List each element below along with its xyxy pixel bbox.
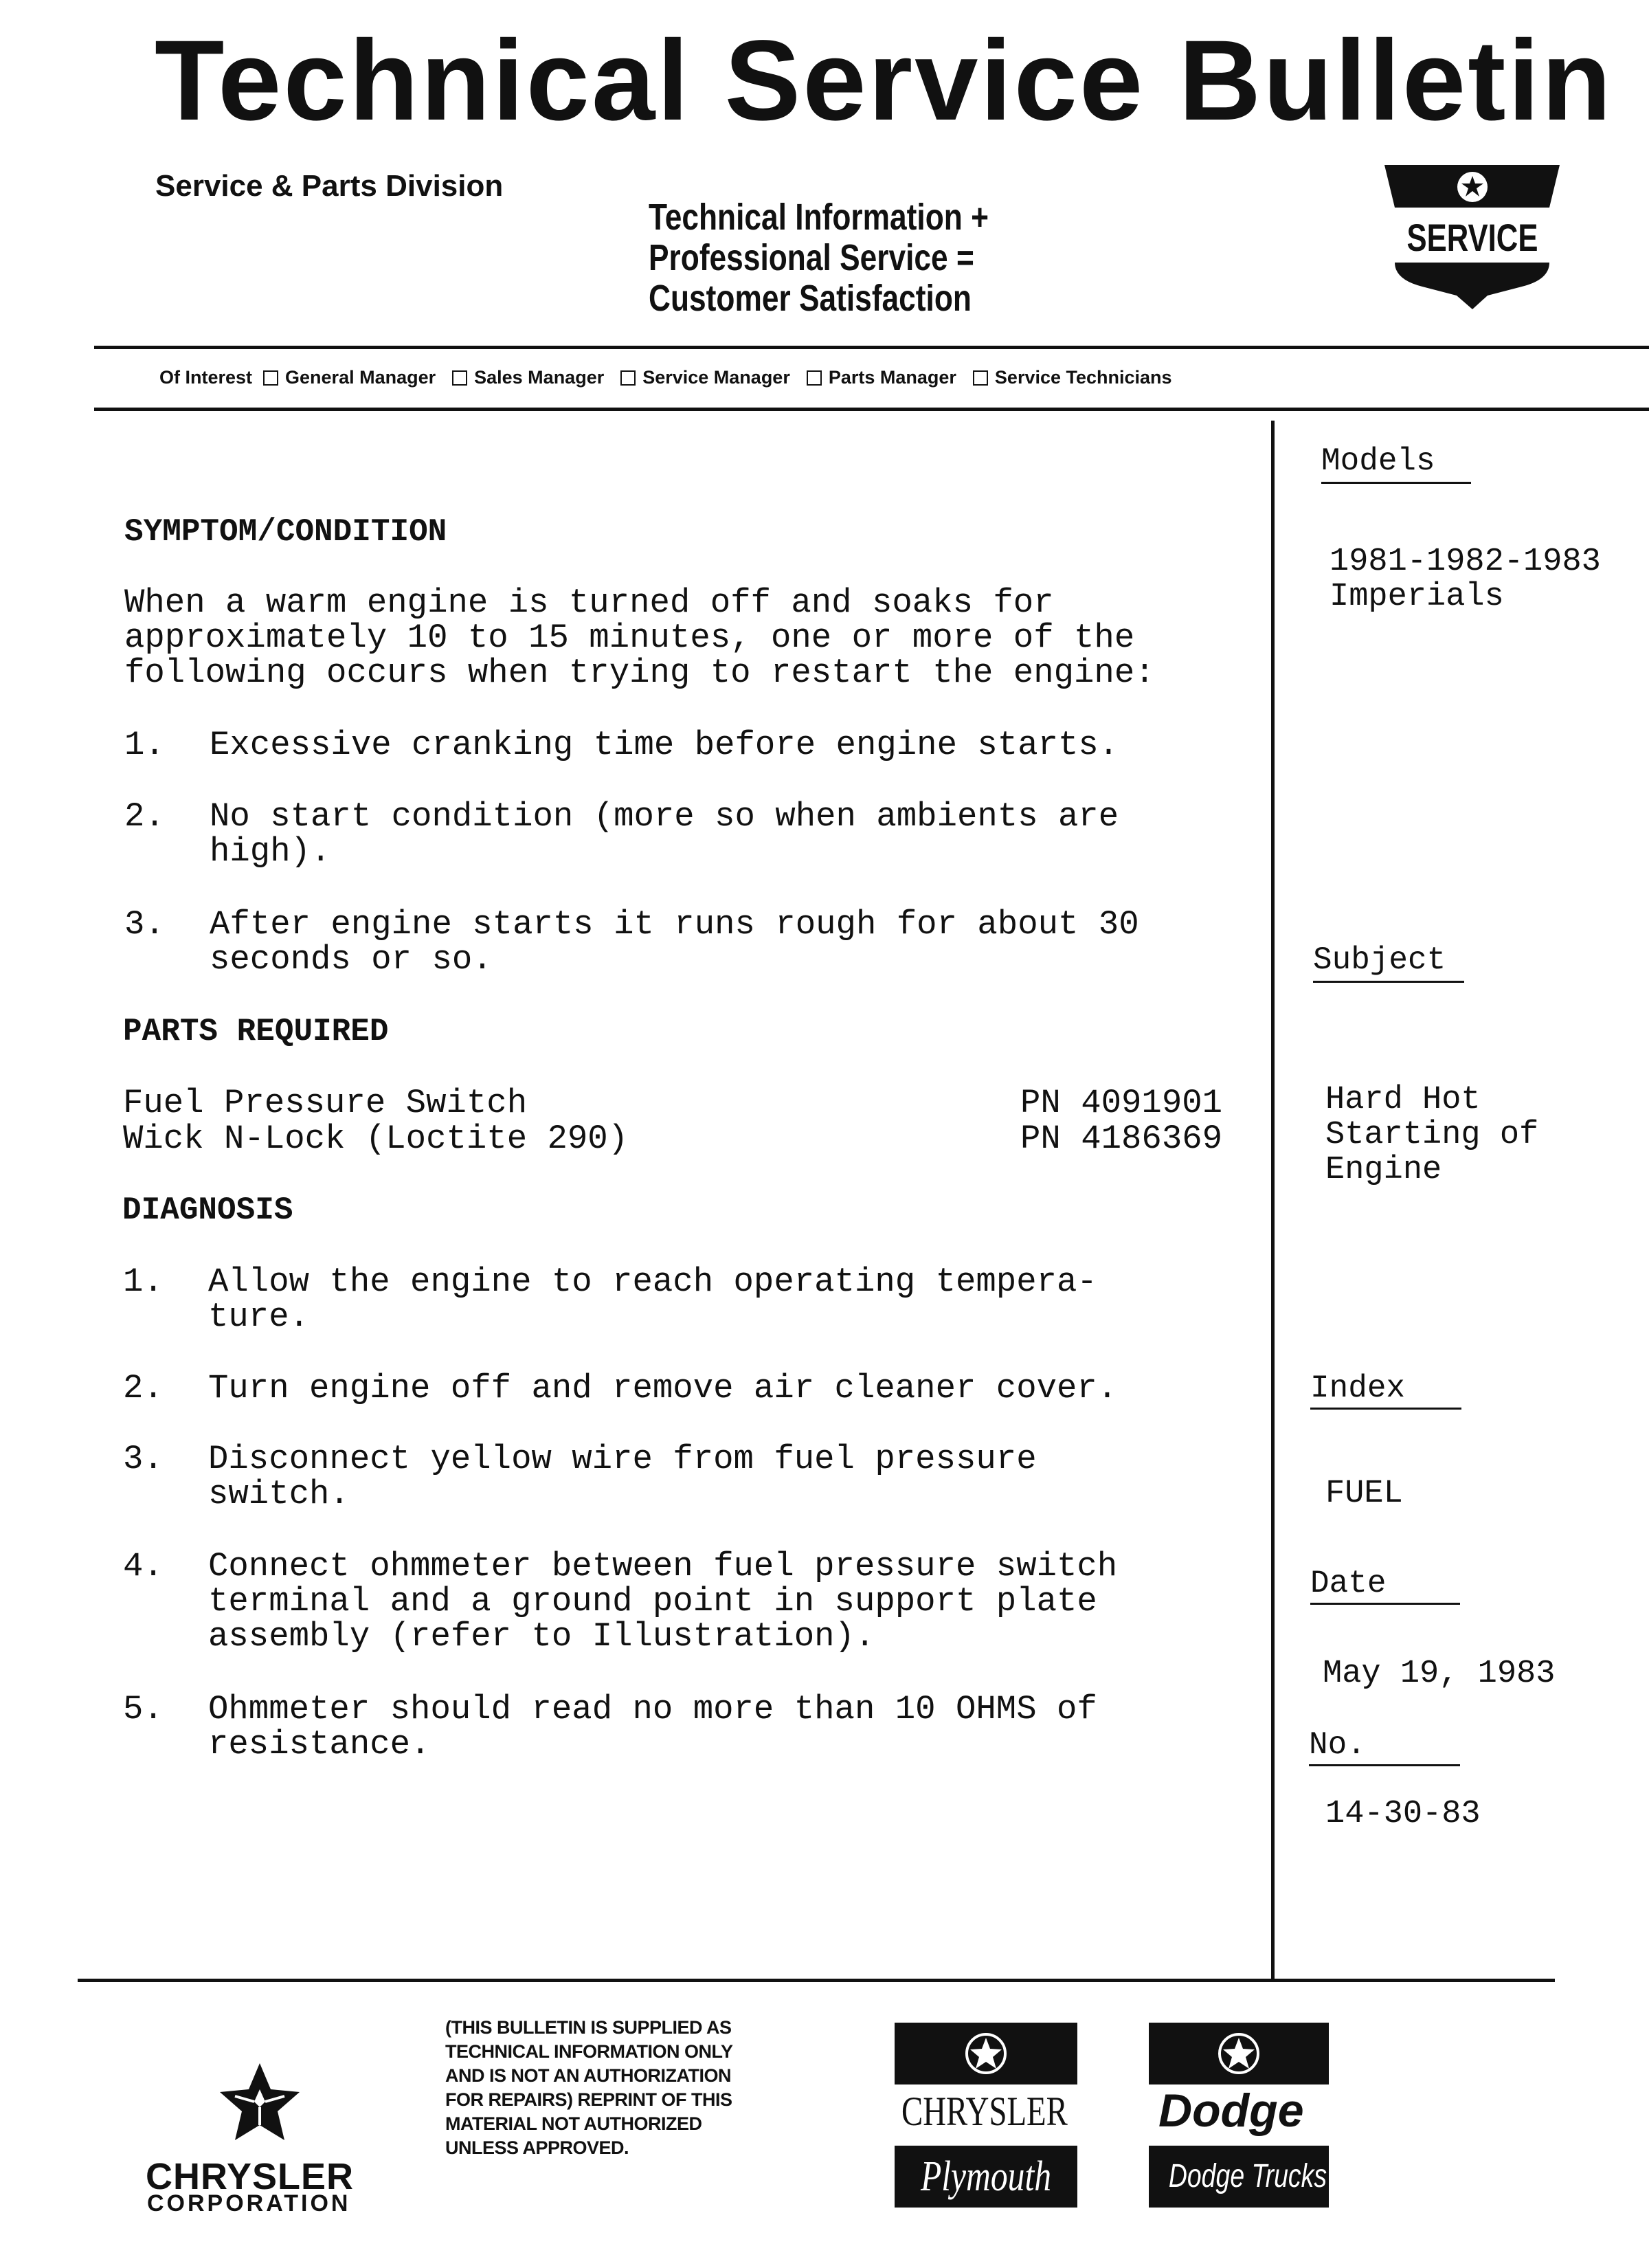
date-value: May 19, 1983 <box>1323 1656 1556 1692</box>
checkbox-service-manager[interactable] <box>620 370 636 386</box>
subject-label <box>1313 942 1446 978</box>
interest-divider <box>94 408 1649 411</box>
motto <box>649 197 989 319</box>
date-label <box>1310 1566 1386 1601</box>
corporation-name: CHRYSLER <box>146 2156 355 2197</box>
date-label-text: Date <box>1310 1566 1387 1601</box>
part-name: Wick N-Lock (Loctite 290) <box>123 1120 629 1158</box>
symptom-heading: SYMPTOM/CONDITION <box>124 514 447 550</box>
diagnosis-step: Ohmmeter should read no more than 10 OHMS of resistance. <box>208 1690 1097 1764</box>
option-label: Service Technicians <box>994 367 1172 388</box>
part-number: PN 4186369 <box>1020 1120 1223 1158</box>
option-label: General Manager <box>285 367 436 388</box>
bulletin-title: Technical Service Bulletin <box>155 17 1614 144</box>
label-underline <box>1309 1764 1460 1766</box>
subject-label-text: Subject <box>1313 942 1446 978</box>
part-number: PN 4091901 <box>1020 1084 1223 1122</box>
models-label <box>1321 443 1435 479</box>
corporation-subtitle: CORPORATION <box>147 2190 351 2216</box>
diagnosis-step: Turn engine off and remove air cleaner cover. <box>208 1369 1118 1408</box>
symptom-intro: When a warm engine is turned off and soaks for approximately 10 to 15 minutes, one or more of the following occurs when trying to restart the engine: <box>124 583 1155 692</box>
brand-dodge: Dodge <box>1158 2084 1304 2137</box>
brand-bar-plymouth <box>895 2146 1077 2208</box>
motto-line: Technical Information + <box>649 197 989 238</box>
part-name: Fuel Pressure Switch <box>123 1084 528 1122</box>
number-label-text: No. <box>1309 1727 1366 1763</box>
symptom-item-number: 1. <box>124 726 165 764</box>
checkbox-sales-manager[interactable] <box>452 370 467 386</box>
option-label: Service Manager <box>642 367 790 388</box>
diagnosis-step-number: 5. <box>123 1690 164 1728</box>
division-name: Service & Parts Division <box>155 169 504 203</box>
diagnosis-step-number: 3. <box>123 1440 164 1478</box>
of-interest-row <box>159 367 1172 388</box>
symptom-item-number: 2. <box>124 797 165 836</box>
checkbox-parts-manager[interactable] <box>807 370 822 386</box>
brand-bar-chrysler <box>895 2023 1077 2084</box>
checkbox-service-technicians[interactable] <box>973 370 988 386</box>
column-divider <box>1271 421 1275 1982</box>
symptom-item: Excessive cranking time before engine starts. <box>210 726 1119 764</box>
diagnosis-step-number: 4. <box>123 1547 164 1586</box>
checkbox-general-manager[interactable] <box>263 370 278 386</box>
index-label <box>1310 1370 1405 1406</box>
diagnosis-step-number: 1. <box>123 1263 164 1301</box>
diagnosis-step: Allow the engine to reach operating tempera- ture. <box>208 1263 1097 1336</box>
label-underline <box>1310 1408 1461 1410</box>
index-label-text: Index <box>1310 1370 1406 1406</box>
symptom-item: No start condition (more so when ambients are high). <box>210 797 1119 871</box>
diagnosis-step: Connect ohmmeter between fuel pressure switch terminal and a ground point in support plate assembly (refer to Illustration). <box>208 1547 1118 1656</box>
parts-heading: PARTS REQUIRED <box>123 1014 389 1049</box>
brand-dodge-trucks: Dodge Trucks <box>1168 2158 1327 2194</box>
pentastar-icon <box>218 2062 301 2144</box>
models-label-text: Models <box>1321 443 1435 479</box>
service-shield-logo <box>1384 159 1560 318</box>
pentastar-icon <box>1149 2023 1329 2084</box>
number-value: 14-30-83 <box>1325 1796 1481 1832</box>
number-label <box>1309 1727 1366 1763</box>
models-value: 1981-1982-1983 Imperials <box>1330 544 1601 615</box>
diagnosis-step: Disconnect yellow wire from fuel pressure switch. <box>208 1440 1037 1513</box>
label-underline <box>1321 482 1471 484</box>
footer-divider <box>78 1979 1555 1982</box>
header-divider <box>94 346 1649 349</box>
subject-value: Hard Hot Starting of Engine <box>1325 1082 1539 1188</box>
index-value: FUEL <box>1325 1476 1403 1512</box>
brand-chrysler: CHRYSLER <box>901 2089 1068 2134</box>
motto-line: Customer Satisfaction <box>649 278 972 319</box>
brand-bar-dodge <box>1149 2023 1329 2084</box>
motto-line: Professional Service = <box>649 237 974 278</box>
symptom-item: After engine starts it runs rough for about 30 seconds or so. <box>210 905 1139 979</box>
diagnosis-heading: DIAGNOSIS <box>122 1192 293 1228</box>
disclaimer-text: (THIS BULLETIN IS SUPPLIED AS TECHNICAL INFORMATION ONLY AND IS NOT AN AUTHORIZATION FOR REPAIRS) REPRINT OF THIS MATERIAL NOT AUTHORIZED UNLESS APPROVED. <box>445 2017 733 2158</box>
of-interest-label: Of Interest <box>159 367 253 388</box>
brand-plymouth: Plymouth <box>920 2153 1052 2200</box>
shield-text: SERVICE <box>1406 216 1538 260</box>
option-label: Sales Manager <box>474 367 605 388</box>
label-underline <box>1313 981 1464 983</box>
option-label: Parts Manager <box>828 367 956 388</box>
diagnosis-step-number: 2. <box>123 1369 164 1408</box>
pentastar-icon <box>895 2023 1077 2084</box>
brand-bar-dodge-trucks <box>1149 2146 1329 2208</box>
symptom-item-number: 3. <box>124 905 165 944</box>
label-underline <box>1310 1603 1460 1605</box>
